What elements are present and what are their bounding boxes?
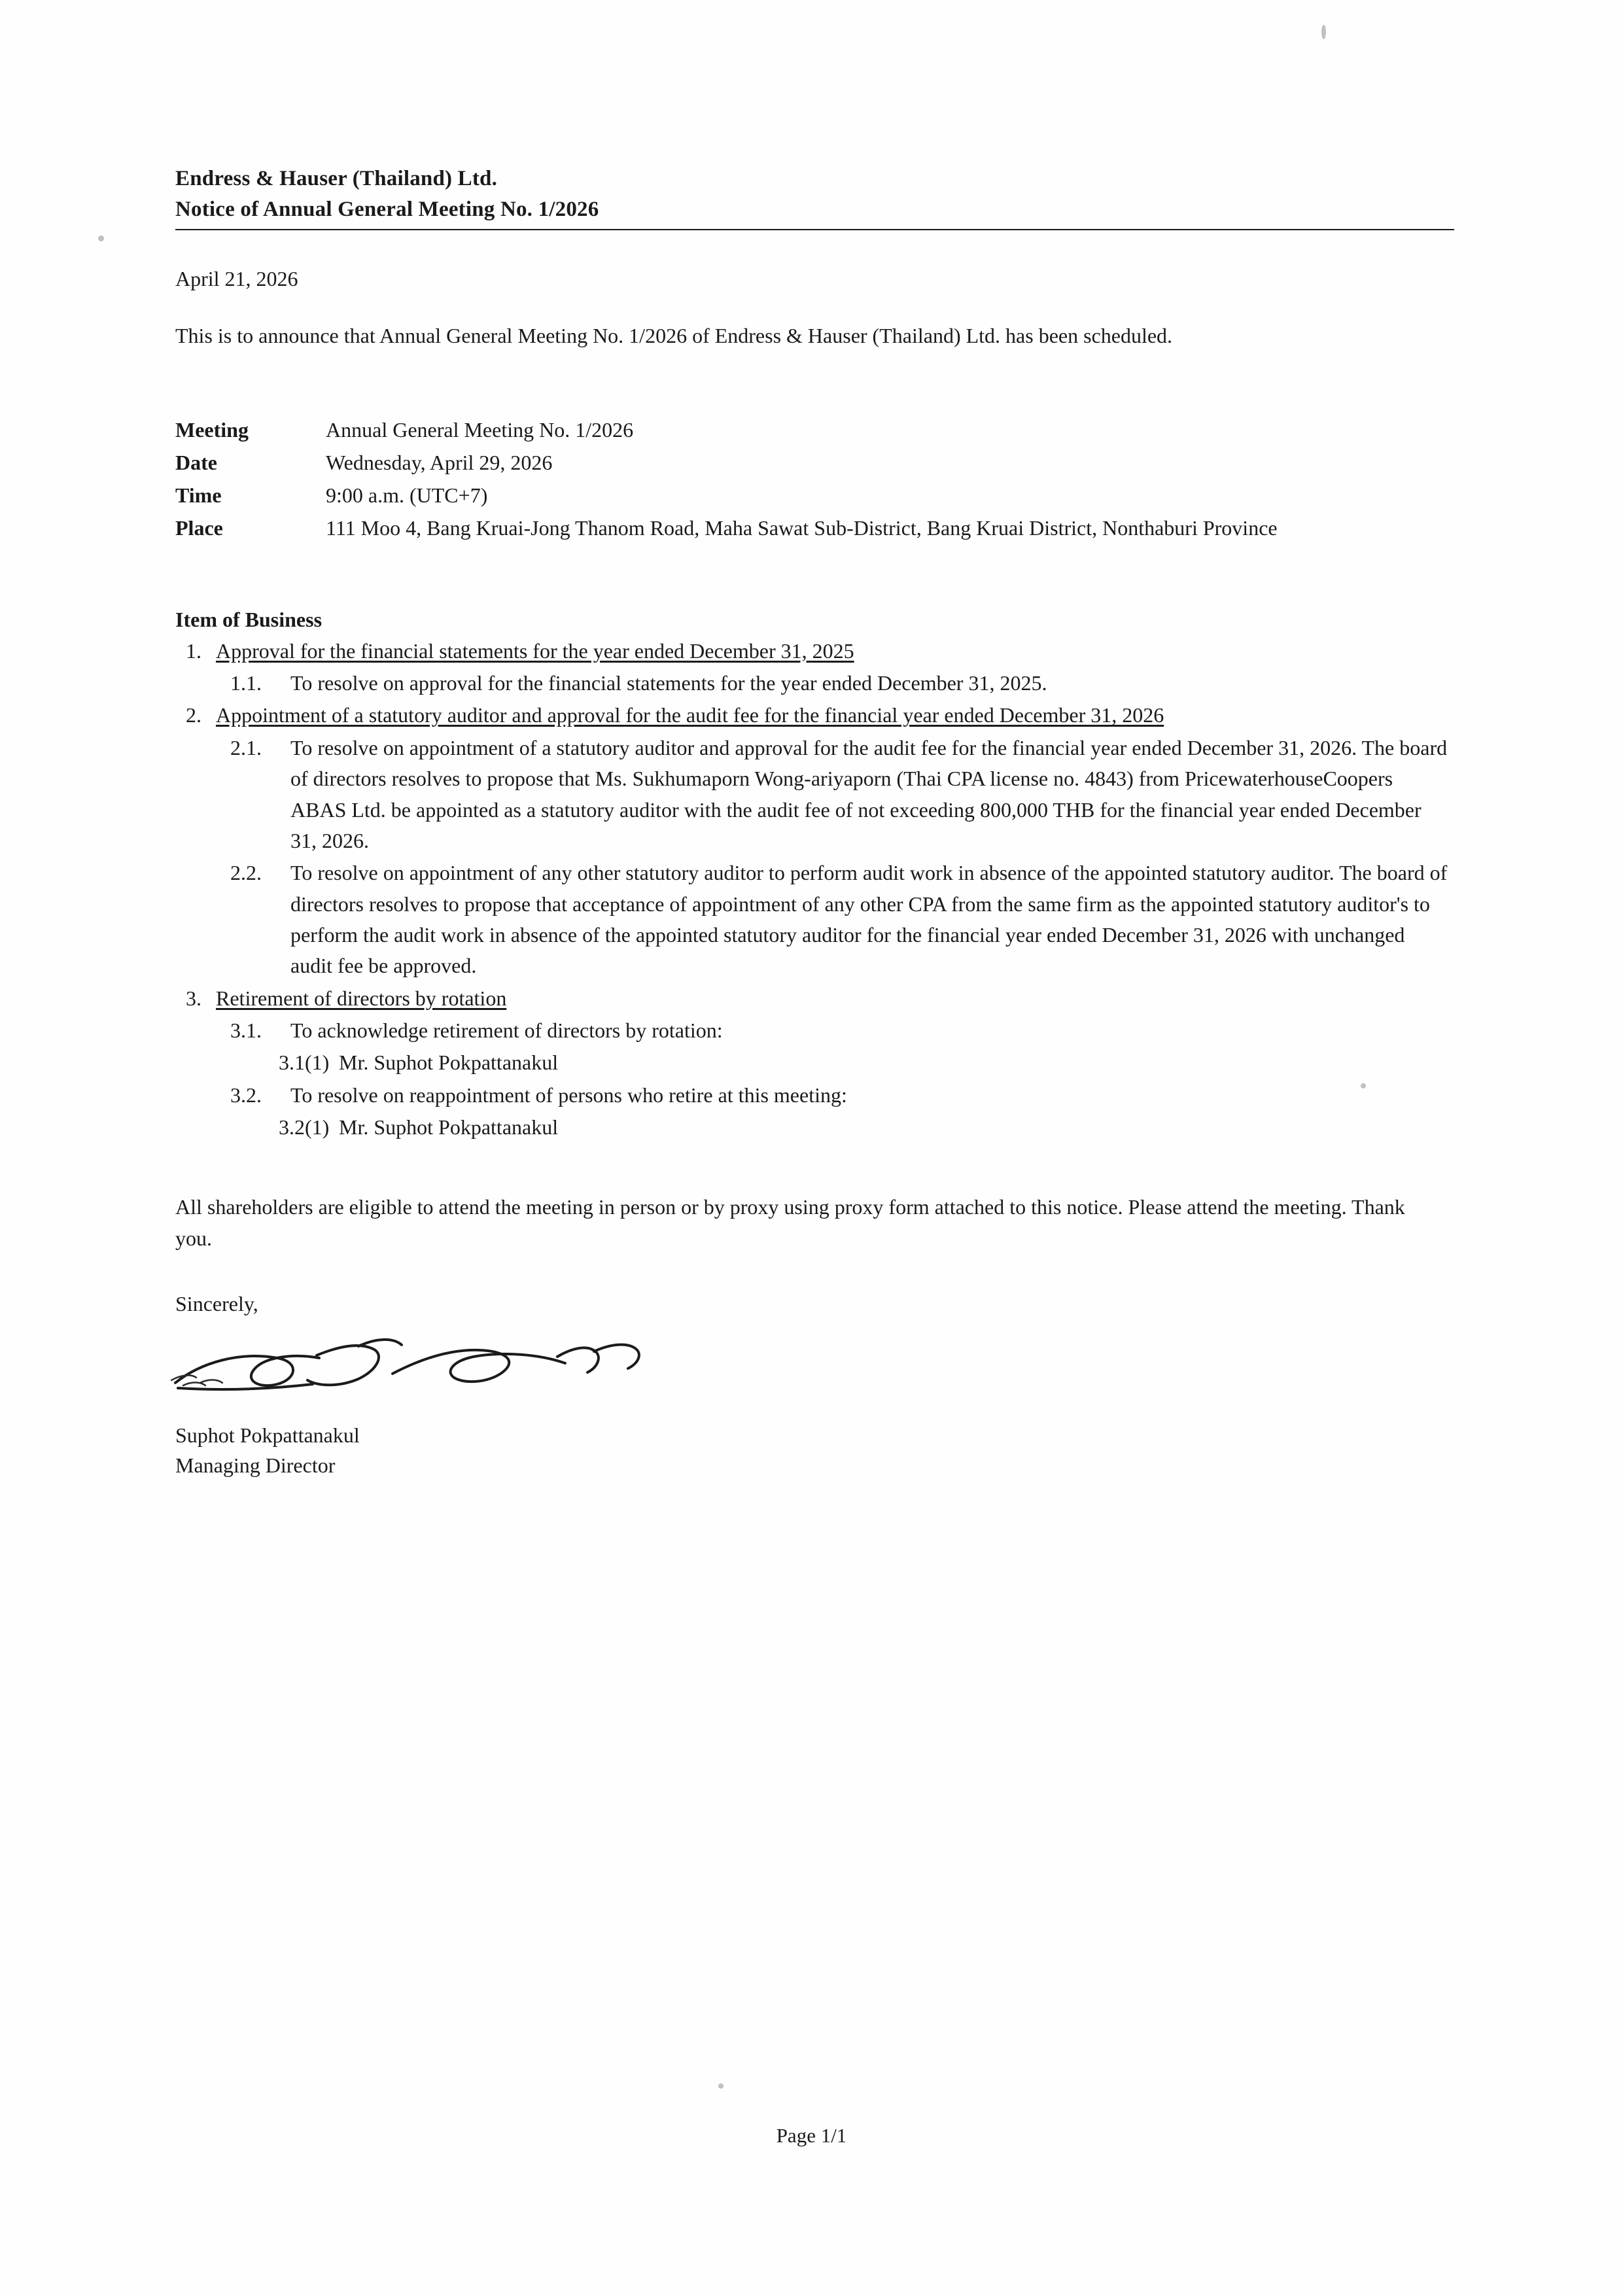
- scan-speck: [718, 2083, 724, 2089]
- business-heading: Item of Business: [175, 607, 323, 631]
- page-footer: Page 1/1: [776, 2124, 847, 2147]
- detail-label: Date: [175, 450, 217, 474]
- item-number: 1.1.: [230, 671, 262, 695]
- notice-title: Notice of Annual General Meeting No. 1/2026: [175, 197, 599, 221]
- item-title: Approval for the financial statements for the year ended December 31, 2025: [216, 638, 854, 663]
- scan-speck: [98, 235, 104, 241]
- table-row: [175, 447, 1438, 479]
- item-title: Appointment of a statutory auditor and approval for the audit fee for the financial year ended December 31, 2026: [216, 703, 1164, 727]
- item-text: To resolve on appointment of any other statutory auditor to perform audit work in absence of the appointed statutory auditor. The board of directors resolves to propose that acceptance of appointment of any other CPA from the same firm as the appointed statutory auditor's to perform the audit work in absence of the appointed statutory auditor for the financial year ended December 31, 2026 with unchanged audit fee be approved.: [290, 861, 1448, 978]
- list-item: [175, 858, 1457, 981]
- item-number: 3.: [186, 986, 201, 1010]
- item-number: 3.2.: [230, 1083, 262, 1107]
- item-text: To acknowledge retirement of directors by rotation:: [290, 1018, 723, 1043]
- item-number: 2.: [186, 703, 201, 727]
- table-row: [175, 512, 1438, 545]
- signature-area: [175, 1323, 1457, 1421]
- item-title: Retirement of directors by rotation: [216, 986, 507, 1010]
- item-number: 1.: [186, 638, 201, 663]
- table-row: [175, 414, 1438, 447]
- item-text: Mr. Suphot Pokpattanakul: [339, 1051, 559, 1075]
- letter-date: April 21, 2026: [175, 266, 298, 290]
- item-text: To resolve on approval for the financial statements for the year ended December 31, 2025.: [290, 671, 1047, 695]
- meeting-details-table: [175, 414, 1438, 545]
- closing-paragraph: All shareholders are eligible to attend the meeting in person or by proxy using proxy form attached to this notice. Please attend the meeting. Thank you.: [175, 1195, 1405, 1251]
- item-number: 2.1.: [230, 735, 262, 759]
- item-number: 3.1(1): [279, 1051, 330, 1075]
- table-row: [175, 479, 1438, 512]
- item-text: To resolve on appointment of a statutory auditor and approval for the audit fee for the financial year ended December 31, 2026. The board of directors resolves to propose that Ms. Sukhumaporn Wong-ariyaporn (Thai CPA license no. 4843) from PricewaterhouseCoopers ABAS Ltd. be appointed as a statutory auditor with the audit fee of not exceeding 800,000 THB for the financial year ended December 31, 2026.: [290, 735, 1448, 852]
- list-item: [175, 700, 1457, 731]
- item-number: 3.2(1): [279, 1115, 330, 1139]
- signer-name: Suphot Pokpattanakul: [175, 1423, 360, 1448]
- document-body: [175, 164, 1457, 1480]
- detail-value: Annual General Meeting No. 1/2026: [326, 417, 634, 442]
- list-item: [175, 1080, 1457, 1111]
- business-items-list: [175, 636, 1457, 1143]
- signature-image: [162, 1323, 659, 1421]
- list-item: [175, 733, 1457, 856]
- list-item: [175, 983, 1457, 1014]
- detail-value: Wednesday, April 29, 2026: [326, 450, 553, 474]
- detail-label: Meeting: [175, 417, 249, 442]
- list-item: [175, 1112, 1457, 1143]
- signer-title: Managing Director: [175, 1453, 336, 1477]
- detail-label: Time: [175, 483, 222, 507]
- list-item: [175, 1015, 1457, 1046]
- signer-block: [175, 1421, 1457, 1480]
- item-number: 2.2.: [230, 861, 262, 885]
- header-divider: [175, 229, 1454, 230]
- letter-header: [175, 164, 1457, 225]
- item-text: To resolve on reappointment of persons who retire at this meeting:: [290, 1083, 847, 1107]
- detail-value: 111 Moo 4, Bang Kruai-Jong Thanom Road, Maha Sawat Sub-District, Bang Kruai District, Nonthaburi Province: [326, 515, 1278, 540]
- item-number: 3.1.: [230, 1018, 262, 1043]
- list-item: [175, 636, 1457, 667]
- item-text: Mr. Suphot Pokpattanakul: [339, 1115, 559, 1139]
- company-name: Endress & Hauser (Thailand) Ltd.: [175, 167, 498, 190]
- list-item: [175, 668, 1457, 699]
- detail-value: 9:00 a.m. (UTC+7): [326, 483, 488, 507]
- intro-paragraph: This is to announce that Annual General Meeting No. 1/2026 of Endress & Hauser (Thailand) Ltd. has been scheduled.: [175, 323, 1173, 347]
- sincerely-line: Sincerely,: [175, 1292, 258, 1316]
- list-item: [175, 1047, 1457, 1078]
- scan-speck: [1321, 25, 1326, 39]
- detail-label: Place: [175, 515, 223, 540]
